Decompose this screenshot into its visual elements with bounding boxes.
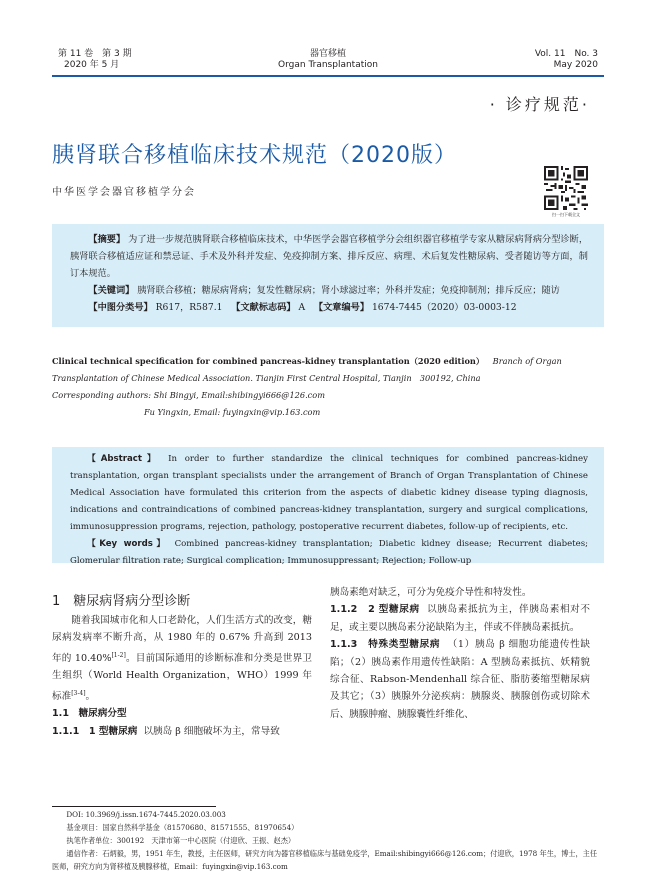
date-en: May 2020 bbox=[553, 60, 598, 70]
qr-code-icon[interactable] bbox=[544, 166, 588, 210]
fund-line: 基金项目：国家自然科学基金（81570680、81571555、81970654） bbox=[66, 823, 299, 832]
clc-label: 【中图分类号】 bbox=[88, 302, 153, 313]
article-id-value: 1674-7445（2020）03-0003-12 bbox=[371, 302, 517, 313]
subheading-1-1-1: 1.1.1 1 型糖尿病 bbox=[52, 725, 138, 737]
corresponding-authors-1: Corresponding authors: Shi Bingyi, Email:shibingyi666@126.com bbox=[52, 390, 325, 400]
volume-issue-cn: 第 11 卷 第 3 期 bbox=[58, 49, 132, 59]
para-1-1-2: 以胰岛素抵抗为主，伴胰岛素相对不足，或主要以胰岛素分泌缺陷为主，伴或不伴胰岛素抵抗。 bbox=[330, 604, 590, 633]
date-cn: 2020 年 5 月 bbox=[64, 60, 120, 70]
subheading-1-1: 1.1 糖尿病分型 bbox=[52, 708, 127, 720]
column-tag: · 诊疗规范· bbox=[489, 95, 590, 114]
qr-caption: 扫一扫下载全文 bbox=[552, 212, 580, 217]
left-para-1c: 。 bbox=[85, 691, 96, 702]
en-abstract-text: In order to further standardize the clinical techniques for combined pancreas-kidney transplantation, organ transplant specialists under the arrangement of Branch of Organ Transplantation of Chinese Medical Association have formulated this criterion from the aspects of diabetic kidney disease typing diagnosis, indications and contraindications of combined pancreas-kidney transplantation, surgery and surgical complications, immunosuppression programs, rejection, pathology, postoperative recurrent diabetes, follow-up of recipients, etc. bbox=[70, 454, 589, 532]
en-keywords-text: Combined pancreas-kidney transplantation; Diabetic kidney disease; Recurrent diabetes; Glomerular filtration rate; Surgical complication; Immunosuppressant; Rejection; Follow-up bbox=[70, 539, 589, 566]
corresponding-authors-2: Fu Yingxin, Email: fuyingxin@vip.163.com bbox=[144, 407, 321, 417]
article-title: 胰肾联合移植临床技术规范（2020版） bbox=[52, 143, 457, 168]
unit-line: 执笔作者单位：300192 天津市第一中心医院（付迎欣、王振、赵杰） bbox=[66, 836, 296, 845]
citation-1[interactable]: [1-2] bbox=[111, 651, 126, 659]
cn-abstract-label: 【摘要】 bbox=[88, 234, 126, 245]
doc-code-label: 【文献标志码】 bbox=[231, 302, 296, 313]
footnote-rule bbox=[52, 806, 216, 807]
en-title: Clinical technical specification for combined pancreas-kidney transplantation（2020 edition） bbox=[52, 356, 485, 366]
clc-value: R617，R587.1 bbox=[155, 302, 223, 313]
citation-2[interactable]: [3-4] bbox=[71, 689, 86, 697]
en-metadata bbox=[52, 353, 604, 421]
left-para-1: 随着我国城市化和人口老龄化，人们生活方式的改变，糖尿病发病率不断升高，从 1980 年的 0.67% 升高到 2013 年的 10.40% bbox=[52, 615, 312, 664]
cn-keywords-text: 胰肾联合移植；糖尿病肾病；复发性糖尿病；肾小球滤过率；外科并发症；免疫抑制剂；排斥反应；随访 bbox=[137, 285, 560, 296]
en-abstract bbox=[70, 451, 588, 570]
cn-abstract-text: 为了进一步规范胰肾联合移植临床技术，中华医学会器官移植学分会组织器官移植学专家从糖尿病肾病分型诊断，胰肾联合移植适应证和禁忌证、手术及外科并发症、免疫抑制方案、排斥反应、病理、术后复发性糖尿病、受者随访等方面，制订本规范。 bbox=[70, 234, 589, 279]
footnotes bbox=[52, 808, 604, 873]
left-para-1b: 。目前国际通用的诊断标准和分类是世界卫生组织（World Health Organization，WHO）1999 年标准 bbox=[52, 653, 313, 702]
journal-name-cn: 器官移植 bbox=[309, 49, 346, 59]
article-id-label: 【文章编号】 bbox=[313, 302, 370, 313]
journal-volume-issue-en bbox=[535, 49, 598, 71]
right-para-0: 胰岛素绝对缺乏，可分为免疫介导性和特发性。 bbox=[330, 587, 532, 598]
doi-line[interactable]: DOI: 10.3969/j.issn.1674-7445.2020.03.003 bbox=[66, 810, 226, 819]
author-organization: 中华医学会器官移植学分会 bbox=[52, 187, 196, 198]
volume-issue-en: Vol. 11 No. 3 bbox=[534, 49, 598, 59]
cn-keywords-label: 【关键词】 bbox=[88, 285, 135, 296]
body-left-column bbox=[52, 612, 312, 740]
subheading-1-1-3: 1.1.3 特殊类型糖尿病 bbox=[330, 639, 441, 651]
corresponding-line: 通信作者：石炳毅，男，1951 年生，教授，主任医师，研究方向为器官移植临床与基础免疫学，Email:shibingyi666@126.com；付迎欣，1978 年生，博士，主任医师，研究方向为肾移植及胰腺移植，Email：fuyingxin@vip.163.com bbox=[52, 849, 598, 871]
body-right-column bbox=[330, 584, 590, 723]
header-rule bbox=[52, 75, 604, 77]
journal-name-en: Organ Transplantation bbox=[278, 60, 378, 70]
para-1-1-3: （1）胰岛 β 细胞功能遗传性缺陷；（2）胰岛素作用遗传性缺陷：A 型胰岛素抵抗、妖精貌综合征、Rabson-Mendenhall 综合征、脂肪萎缩型糖尿病及其它；（3）胰腺外分泌疾病：胰腺炎、胰腺创伤或切除术后、胰腺肿瘤、胰腺囊性纤维化、 bbox=[330, 639, 590, 720]
doc-code-value: A bbox=[298, 302, 306, 313]
en-keywords-label: 【Key words】 bbox=[87, 539, 169, 549]
para-1-1-1: 以胰岛 β 细胞破坏为主，常导致 bbox=[143, 725, 280, 737]
en-authors: Branch of Organ Transplantation of Chinese Medical Association. Tianjin First Central Hospital, Tianjin 300192, China bbox=[52, 356, 562, 383]
en-abstract-label: 【Abstract】 bbox=[87, 454, 161, 464]
section-heading: 1 糖尿病肾病分型诊断 bbox=[52, 594, 191, 609]
subheading-1-1-2: 1.1.2 2 型糖尿病 bbox=[330, 604, 420, 616]
cn-abstract bbox=[70, 231, 588, 316]
